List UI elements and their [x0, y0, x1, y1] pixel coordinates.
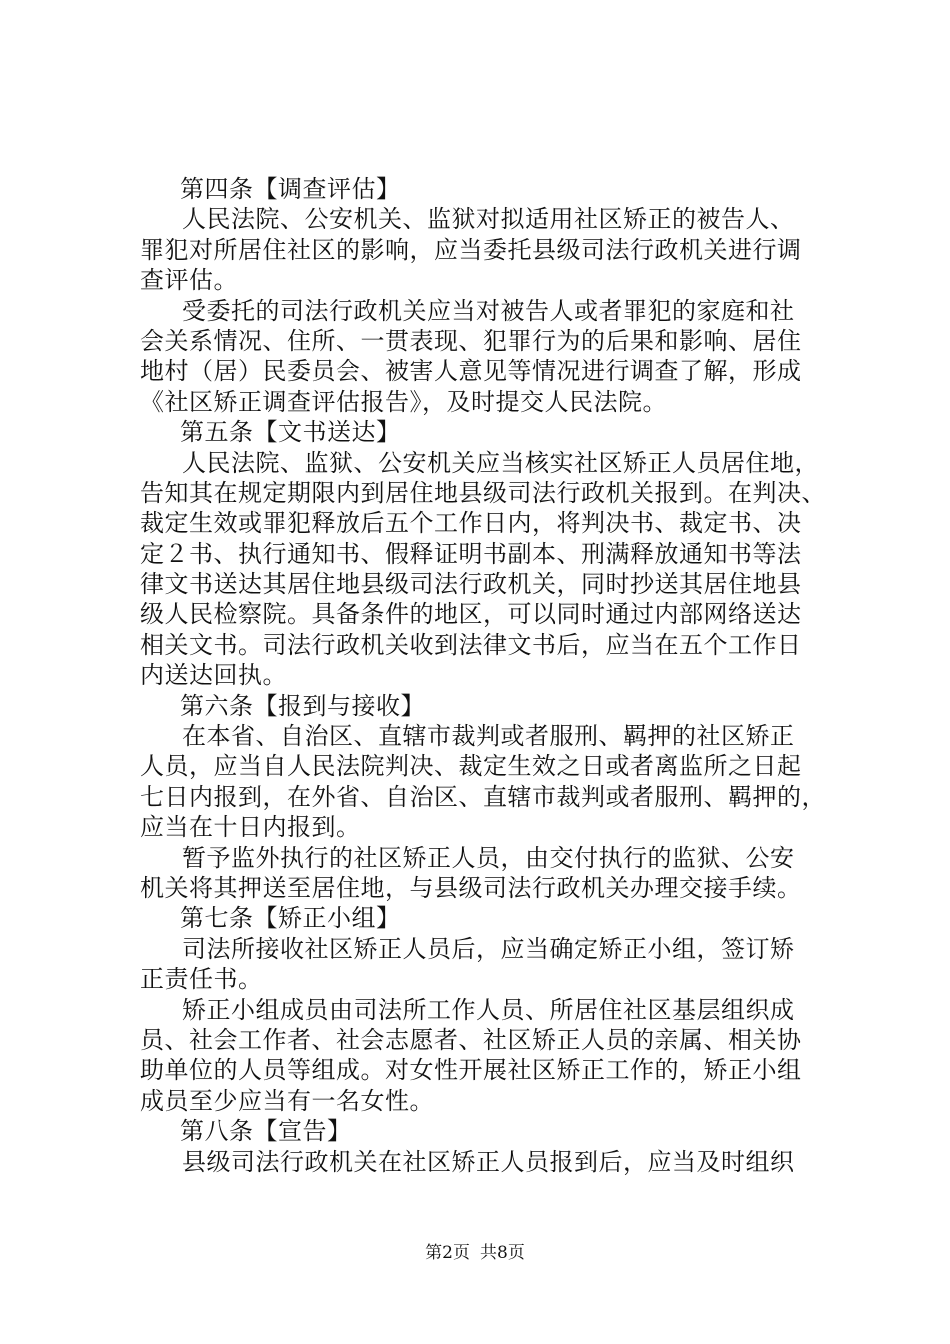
text-line: 罪犯对所居住社区的影响，应当委托县级司法行政机关进行调 [140, 235, 802, 264]
text-line: 正责任书。 [140, 965, 263, 994]
text-line: 员、社会工作者、社会志愿者、社区矫正人员的亲属、相关协 [140, 1025, 802, 1054]
text-line: 七日内报到，在外省、自治区、直辖市裁判或者服刑、羁押的， [140, 782, 826, 811]
text-line: 司法所接收社区矫正人员后，应当确定矫正小组，签订矫 [182, 934, 795, 963]
page-number: 第2页 [425, 1243, 470, 1263]
text-line: 暂予监外执行的社区矫正人员，由交付执行的监狱、公安 [182, 843, 795, 872]
document-body [140, 174, 830, 1177]
text-line: 律文书送达其居住地县级司法行政机关，同时抄送其居住地县 [140, 570, 802, 599]
article-heading: 第六条【报到与接收】 [180, 691, 425, 720]
text-line: 相关文书。司法行政机关收到法律文书后，应当在五个工作日 [140, 630, 802, 659]
text-line: 成员至少应当有一名女性。 [140, 1086, 434, 1115]
text-line: 受委托的司法行政机关应当对被告人或者罪犯的家庭和社 [182, 296, 795, 325]
article-heading: 第四条【调查评估】 [180, 175, 401, 203]
text-line: 县级司法行政机关在社区矫正人员报到后，应当及时组织 [182, 1147, 795, 1176]
text-line: 助单位的人员等组成。对女性开展社区矫正工作的，矫正小组 [140, 1056, 802, 1085]
text-line: 级人民检察院。具备条件的地区，可以同时通过内部网络送达 [140, 600, 802, 629]
article-heading: 第八条【宣告】 [180, 1117, 352, 1146]
text-line: 定２书、执行通知书、假释证明书副本、刑满释放通知书等法 [140, 539, 802, 568]
text-line: 人民法院、公安机关、监狱对拟适用社区矫正的被告人、 [182, 205, 795, 234]
text-line: 人员，应当自人民法院判决、裁定生效之日或者离监所之日起 [140, 752, 802, 781]
text-line: 人民法院、监狱、公安机关应当核实社区矫正人员居住地， [182, 448, 819, 477]
text-line: 矫正小组成员由司法所工作人员、所居住社区基层组织成 [182, 995, 795, 1024]
text-line: 会关系情况、住所、一贯表现、犯罪行为的后果和影响、居住 [140, 326, 802, 355]
text-line: 内送达回执。 [140, 661, 287, 690]
text-line: 在本省、自治区、直辖市裁判或者服刑、羁押的社区矫正 [182, 722, 795, 751]
text-line: 地村（居）民委员会、被害人意见等情况进行调查了解，形成 [140, 357, 802, 386]
text-line: 《社区矫正调查评估报告》，及时提交人民法院。 [140, 387, 667, 416]
text-line: 告知其在规定期限内到居住地县级司法行政机关报到。在判决、 [140, 478, 826, 507]
article-heading: 第五条【文书送达】 [180, 418, 401, 447]
text-line: 机关将其押送至居住地，与县级司法行政机关办理交接手续。 [140, 873, 802, 902]
text-line: 应当在十日内报到。 [140, 813, 361, 842]
text-line: 查评估。 [140, 266, 238, 295]
text-line: 裁定生效或罪犯释放后五个工作日内，将判决书、裁定书、决 [140, 509, 802, 538]
page-total: 共8页 [480, 1243, 525, 1263]
page-footer [0, 1242, 950, 1264]
article-heading: 第七条【矫正小组】 [180, 904, 401, 933]
